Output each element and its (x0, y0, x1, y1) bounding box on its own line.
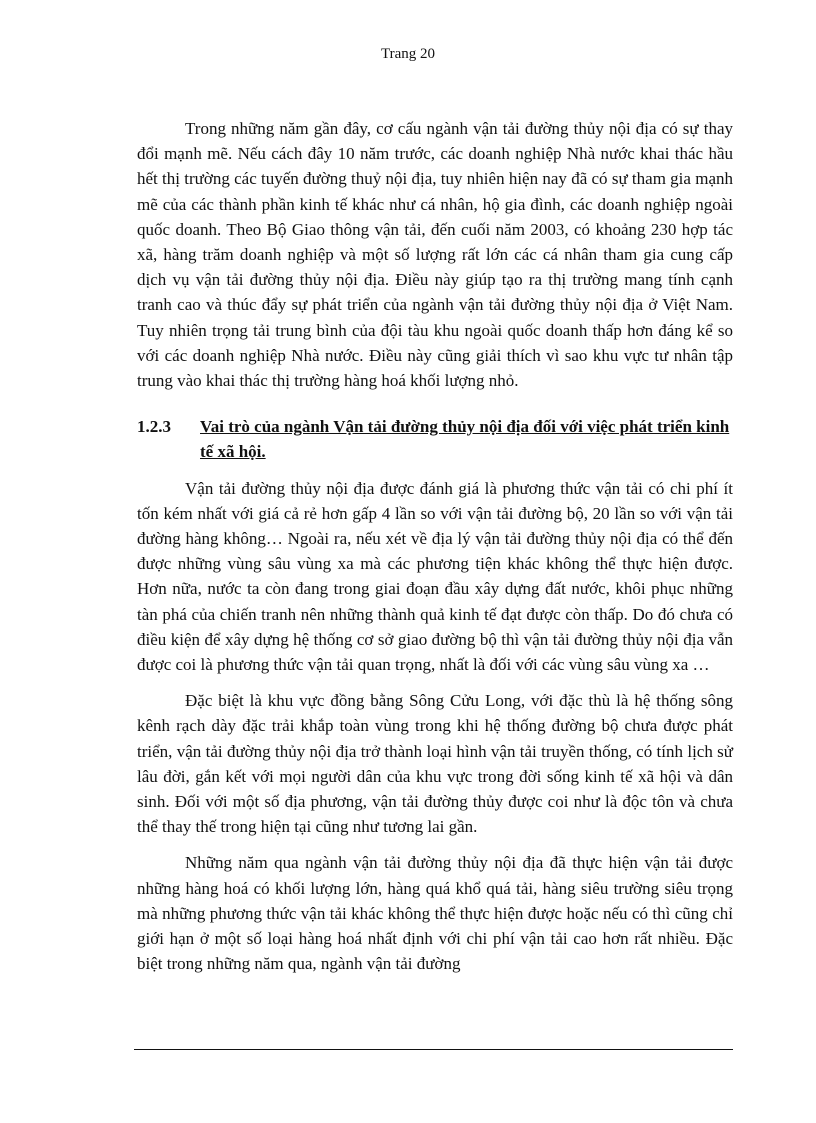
section-number: 1.2.3 (137, 417, 171, 437)
paragraph-mekong-delta: Đặc biệt là khu vực đồng bằng Sông Cửu Long, với đặc thù là hệ thống sông kênh rạch dày đặc trải khắp toàn vùng trong khi hệ thống đường bộ chưa được phát triển, vận tải đường thủy nội địa trở thành loại hình vận tải truyền thống, có tính lịch sử lâu đời, gắn kết với mọi người dân của khu vực trong đời sống kinh tế xã hội và dân sinh. Đối với một số địa phương, vận tải đường thủy được coi như là độc tôn và chưa thể thay thế trong hiện tại cũng như tương lai gần. (137, 691, 733, 837)
page-header (0, 46, 816, 63)
section-heading (137, 414, 733, 464)
paragraph-heavy-cargo: Những năm qua ngành vận tải đường thủy nội địa đã thực hiện vận tải được những hàng hoá có khối lượng lớn, hàng quá khổ quá tải, hàng siêu trường siêu trọng mà những phương thức vận tải khác không thể thực hiện được hoặc nếu có thì cũng chỉ giới hạn ở một số loại hàng hoá nhất định với chi phí vận tải cao hơn rất nhiều. Đặc biệt trong những năm qua, ngành vận tải đường (137, 853, 733, 974)
section-title: Vai trò của ngành Vận tải đường thủy nội địa đối với việc phát triển kinh tế xã hội. (200, 417, 730, 462)
paragraph-cost-advantage: Vận tải đường thủy nội địa được đánh giá là phương thức vận tải có chi phí ít tốn kém nhất với giá cả rẻ hơn gấp 4 lần so với vận tải đường bộ, 20 lần so với vận tải đường hàng không… Ngoài ra, nếu xét về địa lý vận tải đường thủy nội địa có thể đến được những vùng sâu vùng xa mà các phương tiện khác không thể thực hiện được. Hơn nữa, nước ta còn đang trong giai đoạn đầu xây dựng đất nước, khôi phục những tàn phá của chiến tranh nên những thành quả kinh tế đạt được còn thấp. Do đó chưa có điều kiện để xây dựng hệ thống cơ sở giao đường bộ thì vận tải đường thủy nội địa vẫn được coi là phương thức vận tải quan trọng, nhất là đối với các vùng sâu vùng xa … (137, 478, 733, 675)
paragraph-inland-waterway-structure: Trong những năm gần đây, cơ cấu ngành vận tải đường thủy nội địa có sự thay đổi mạnh mẽ. Nếu cách đây 10 năm trước, các doanh nghiệp Nhà nước khai thác hầu hết thị trường các tuyến đường thuỷ nội địa, tuy nhiên hiện nay đã có sự tham gia mạnh mẽ của các thành phần kinh tế khác như cá nhân, hộ gia đình, các doanh nghiệp ngoài quốc doanh. Theo Bộ Giao thông vận tải, đến cuối năm 2003, có khoảng 230 hợp tác xã, hàng trăm doanh nghiệp và một số lượng rất lớn các cá nhân tham gia cung cấp dịch vụ vận tải đường thủy nội địa. Điều này giúp tạo ra thị trường mang tính cạnh tranh cao và thúc đẩy sự phát triển của ngành vận tải đường thủy nội địa ở Việt Nam. Tuy nhiên trọng tải trung bình của đội tàu khu ngoài quốc doanh thấp hơn đáng kể so với các doanh nghiệp Nhà nước. Điều này cũng giải thích vì sao khu vực tư nhân tập trung vào khai thác thị trường hàng hoá khối lượng nhỏ. (137, 119, 733, 391)
document-body (137, 116, 733, 988)
page-number-label: Trang 20 (380, 46, 436, 62)
footer-divider (134, 1049, 733, 1050)
